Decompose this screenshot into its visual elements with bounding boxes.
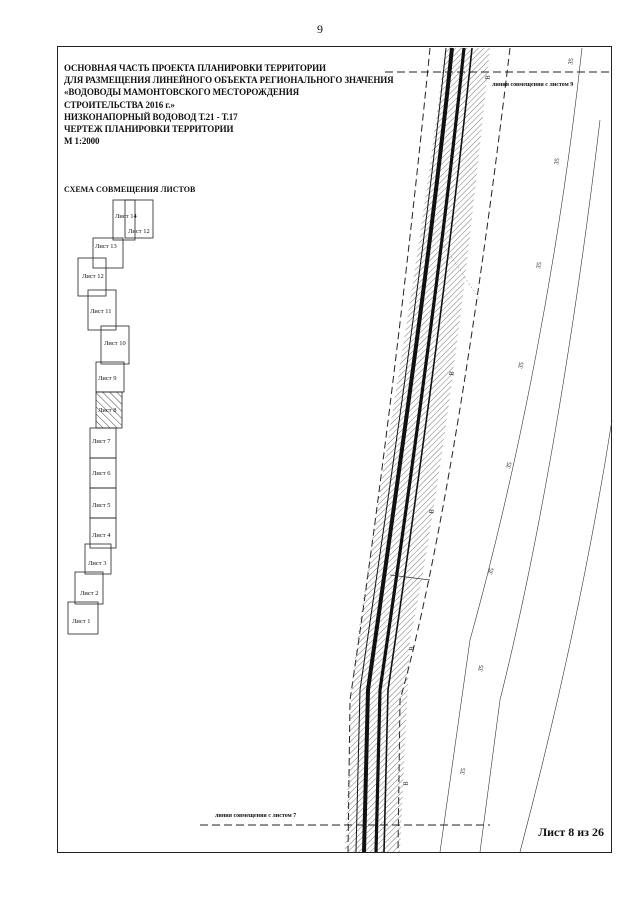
scheme-label-sheet-1: Лист 1 bbox=[72, 618, 91, 625]
scheme-label-sheet-12b: Лист 12 bbox=[82, 273, 104, 280]
contour-label: 35 bbox=[486, 567, 496, 576]
scheme-label-sheet-6: Лист 6 bbox=[92, 470, 111, 477]
scheme-label-sheet-5: Лист 5 bbox=[92, 502, 111, 509]
scheme-label-sheet-14: Лист 14 bbox=[115, 213, 137, 220]
title-line-1: ОСНОВНАЯ ЧАСТЬ ПРОЕКТА ПЛАНИРОВКИ ТЕРРИТОРИИ bbox=[64, 63, 326, 73]
scheme-label-sheet-9: Лист 9 bbox=[98, 375, 117, 382]
contour-label: 35 bbox=[535, 261, 544, 270]
contour-label: 35 bbox=[567, 57, 576, 66]
sheet-scheme bbox=[68, 200, 153, 634]
pipe-mark: В bbox=[402, 781, 410, 786]
scheme-label-sheet-11: Лист 11 bbox=[90, 308, 112, 315]
title-line-2: ДЛЯ РАЗМЕЩЕНИЯ ЛИНЕЙНОГО ОБЪЕКТА РЕГИОНАЛЬНОГО ЗНАЧЕНИЯ bbox=[64, 75, 394, 86]
contour-label: 35 bbox=[477, 664, 486, 673]
scheme-label-sheet-3: Лист 3 bbox=[88, 560, 107, 567]
contour-label: 35 bbox=[459, 767, 468, 776]
scheme-label-sheet-13: Лист 13 bbox=[95, 243, 117, 250]
title-line-6: ЧЕРТЕЖ ПЛАНИРОВКИ ТЕРРИТОРИИ bbox=[64, 124, 234, 135]
match-line-bottom-label: линия совмещения с листом 7 bbox=[215, 813, 297, 819]
contour-label: 35 bbox=[504, 461, 514, 470]
pipe-mark: В bbox=[408, 645, 416, 652]
scheme-label-sheet-10: Лист 10 bbox=[104, 340, 126, 347]
scale-label: М 1:2000 bbox=[64, 136, 100, 147]
scheme-label-sheet-2: Лист 2 bbox=[80, 590, 99, 597]
scheme-label-sheet-12a: Лист 12 bbox=[128, 228, 150, 235]
scheme-label-sheet-7: Лист 7 bbox=[92, 438, 111, 445]
scheme-sheet-3 bbox=[85, 544, 111, 574]
pipe-mark: В bbox=[428, 508, 436, 515]
title-line-3: «ВОДОВОДЫ МАМОНТОВСКОГО МЕСТОРОЖДЕНИЯ bbox=[64, 87, 300, 98]
scheme-title: СХЕМА СОВМЕЩЕНИЯ ЛИСТОВ bbox=[64, 185, 196, 194]
match-line-top-label: линия совмещения с листом 9 bbox=[492, 82, 574, 88]
pipe-mark: В bbox=[484, 74, 492, 81]
sheet-counter: Лист 8 из 26 bbox=[538, 825, 604, 839]
title-line-4: СТРОИТЕЛЬСТВА 2016 г.» bbox=[64, 99, 175, 110]
scheme-label-sheet-4: Лист 4 bbox=[92, 532, 111, 539]
title-line-5: НИЗКОНАПОРНЫЙ ВОДОВОД Т.21 - Т.17 bbox=[64, 111, 238, 122]
contour-label: 35 bbox=[517, 361, 526, 370]
scheme-sheet-2 bbox=[75, 572, 103, 604]
contour-label: 35 bbox=[553, 157, 562, 166]
pipe-mark: В bbox=[448, 370, 456, 377]
page-number: 9 bbox=[317, 22, 323, 36]
scheme-label-sheet-8: Лист 8 bbox=[98, 407, 117, 414]
